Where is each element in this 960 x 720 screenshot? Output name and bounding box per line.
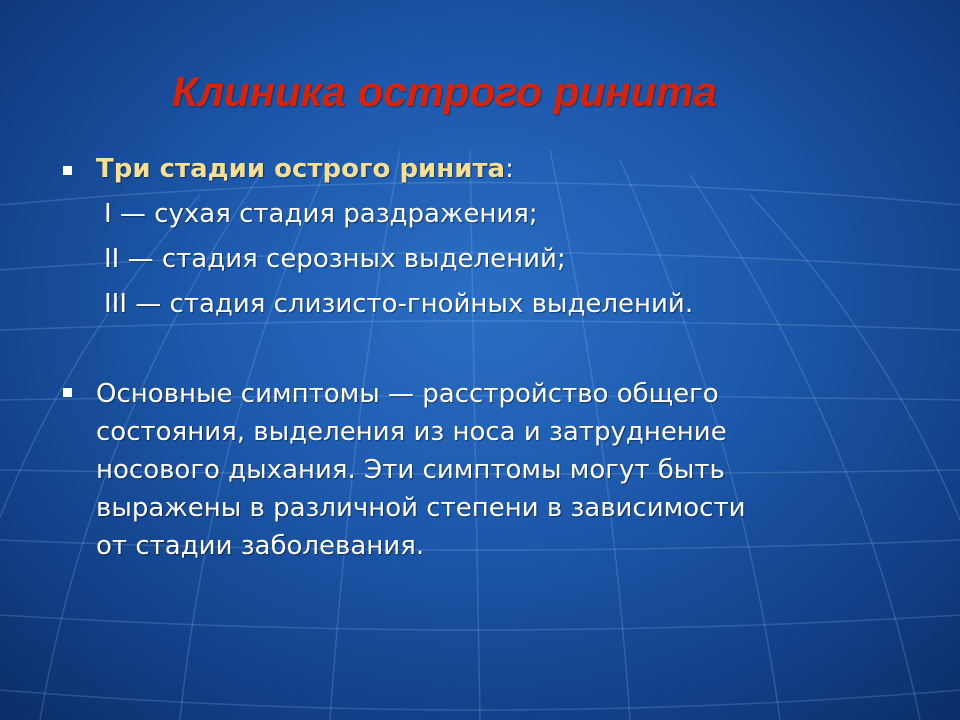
symptoms-line: выражены в различной степени в зависимости <box>96 493 746 523</box>
stages-heading-colon: : <box>505 154 514 184</box>
stages-heading: Три стадии острого ринита <box>96 154 506 184</box>
symptoms-paragraph <box>96 375 746 565</box>
symptoms-line: от стадии заболевания. <box>96 531 425 561</box>
square-bullet-icon <box>63 166 72 175</box>
stage-item: III — стадия слизисто-гнойных выделений. <box>104 289 694 319</box>
symptoms-line: Основные симптомы — расстройство общего <box>96 379 719 409</box>
stage-item: I — сухая стадия раздражения; <box>104 199 538 229</box>
symptoms-line: состояния, выделения из носа и затруднение <box>96 417 727 447</box>
square-bullet-icon <box>63 388 72 397</box>
symptoms-line: носового дыхания. Эти симптомы могут быть <box>96 455 725 485</box>
stages-heading-line <box>96 154 514 184</box>
stage-item: II — стадия серозных выделений; <box>104 244 566 274</box>
slide-title: Клиника острого ринита <box>172 68 717 115</box>
